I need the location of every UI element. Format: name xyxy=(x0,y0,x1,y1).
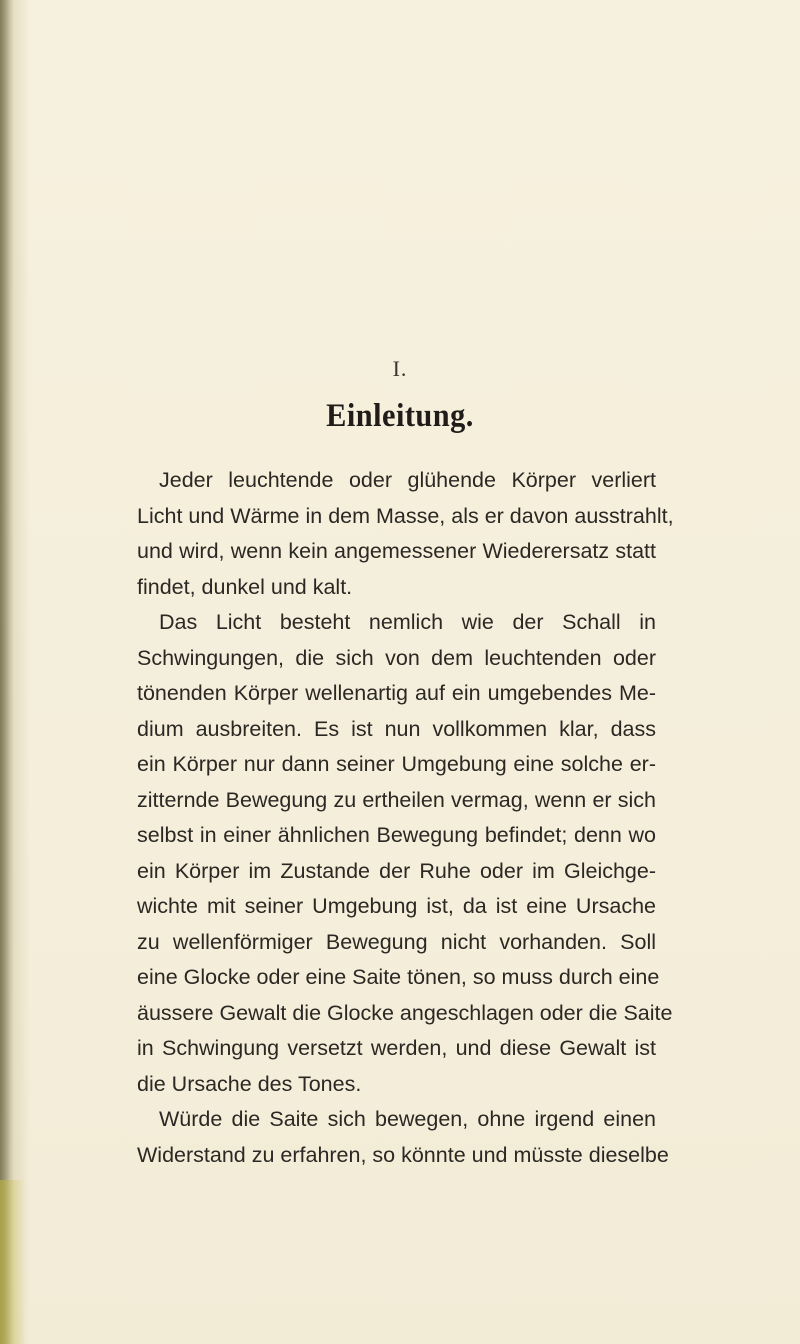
text-line: ein Körper im Zustande der Ruhe oder im Gleichge- xyxy=(137,858,656,883)
text-line: eine Glocke oder eine Saite tönen, so muss durch eine xyxy=(137,965,660,989)
body-text xyxy=(137,463,674,1173)
text-line: Licht und Wärme in dem Masse, als er davon ausstrahlt, xyxy=(137,503,674,528)
text-line: Das Licht besteht nemlich wie der Schall in xyxy=(159,610,656,634)
text-line: ein Körper nur dann seiner Umgebung eine solche er- xyxy=(137,752,656,776)
text-line: die Ursache des Tones. xyxy=(137,1071,362,1096)
text-line: Schwingungen, die sich von dem leuchtenden oder xyxy=(137,645,656,670)
page-gutter-shadow xyxy=(0,0,14,1344)
text-line: in Schwingung versetzt werden, und diese Gewalt ist xyxy=(137,1036,656,1060)
text-line: zu wellenförmiger Bewegung nicht vorhanden. Soll xyxy=(137,929,656,954)
text-line: und wird, wenn kein angemessener Wiederersatz statt xyxy=(137,539,656,563)
text-line: äussere Gewalt die Glocke angeschlagen oder die Saite xyxy=(137,1000,673,1025)
chapter-number: I. xyxy=(392,356,408,381)
text-line: Jeder leuchtende oder glühende Körper verliert xyxy=(159,468,656,492)
text-line: Widerstand zu erfahren, so könnte und müsste dieselbe xyxy=(137,1142,669,1167)
text-line: Würde die Saite sich bewegen, ohne irgend einen xyxy=(159,1107,656,1131)
text-line: selbst in einer ähnlichen Bewegung befindet; denn wo xyxy=(137,823,656,847)
text-line: wichte mit seiner Umgebung ist, da ist eine Ursache xyxy=(137,894,656,918)
text-line: findet, dunkel und kalt. xyxy=(137,574,353,599)
page-edge-stain xyxy=(0,1180,26,1344)
chapter-title: Einleitung. xyxy=(326,398,474,434)
text-line: dium ausbreiten. Es ist nun vollkommen klar, dass xyxy=(137,716,656,741)
text-line: zitternde Bewegung zu ertheilen vermag, wenn er sich xyxy=(137,787,656,812)
text-line: tönenden Körper wellenartig auf ein umgebendes Me- xyxy=(137,681,656,705)
